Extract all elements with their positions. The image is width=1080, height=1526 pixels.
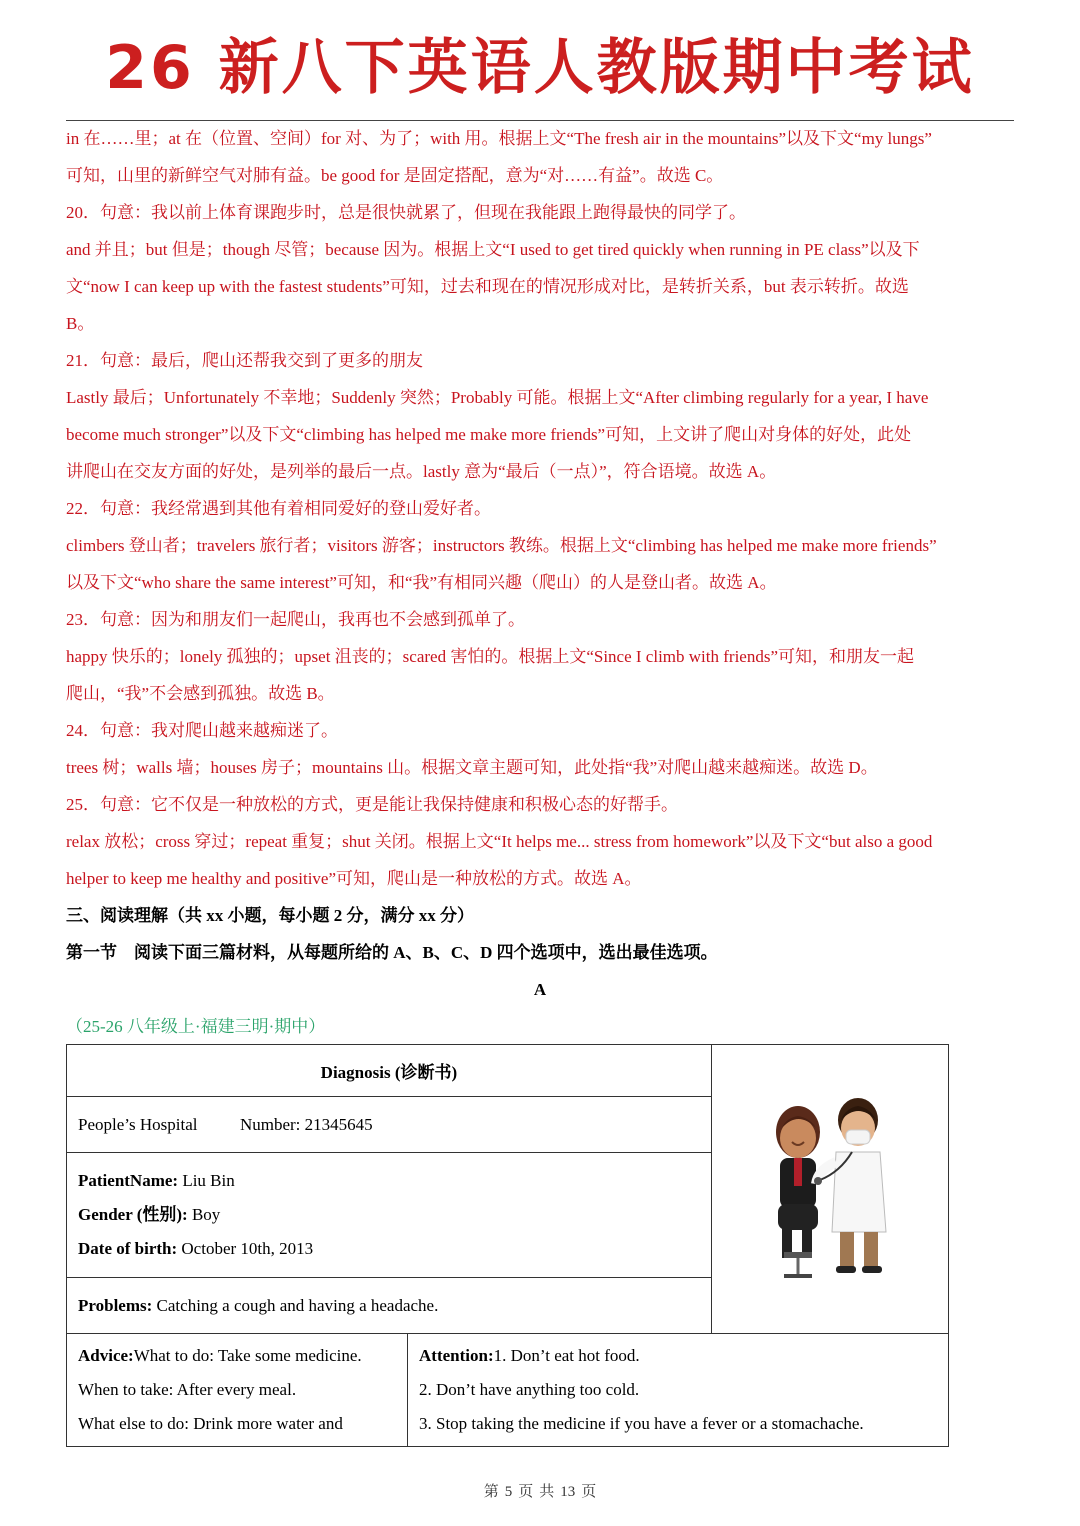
text-line: Lastly 最后；Unfortunately 不幸地；Suddenly 突然；Probably 可能。根据上文“After climbing regularly for a year, I have [66, 388, 929, 407]
text-line: 23．句意：因为和朋友们一起爬山，我再也不会感到孤单了。 [66, 610, 525, 629]
text-line: helper to keep me healthy and positive”可知，爬山是一种放松的方式。故选 A。 [66, 869, 642, 888]
illustration-cell [711, 1045, 948, 1334]
text-line: and 并且；but 但是；though 尽管；because 因为。根据上文“I used to get tired quickly when running in PE class”以及下 [66, 240, 920, 259]
doctor-coat [832, 1152, 886, 1232]
diagnosis-title-cell [67, 1045, 712, 1097]
diagnosis-title: Diagnosis (诊断书) [320, 1063, 458, 1082]
stool-seat [784, 1252, 812, 1258]
patient-tie [794, 1158, 802, 1186]
text-line: B。 [66, 314, 95, 333]
dob-label: Date of birth: [78, 1239, 178, 1258]
text-line: 文“now I can keep up with the fastest students”可知，过去和现在的情况形成对比，是转折关系，but 表示转折。故选 [66, 277, 909, 296]
doctor-patient-illustration [760, 1092, 900, 1282]
attention-line-1: 1. Don’t eat hot food. [493, 1346, 640, 1365]
footer-page-number: 5 [504, 1484, 513, 1500]
text-line: 第一节 阅读下面三篇材料，从每题所给的 A、B、C、D 四个选项中，选出最佳选项。 [66, 943, 718, 962]
doctor-shoe-right [862, 1266, 882, 1273]
problems-value: Catching a cough and having a headache. [152, 1295, 439, 1315]
text-line: 21．句意：最后，爬山还帮我交到了更多的朋友 [66, 351, 423, 370]
doctor-shoe-left [836, 1266, 856, 1273]
attention-label: Attention: [419, 1346, 494, 1365]
footer-ye-2: 页 [581, 1484, 597, 1500]
footer-ye: 页 [518, 1484, 534, 1500]
problems-cell [67, 1278, 712, 1334]
answer-explanations [66, 120, 1014, 1045]
text-line: climbers 登山者；travelers 旅行者；visitors 游客；instructors 教练。根据上文“climbing has helped me make more friends” [66, 536, 937, 555]
advice-line-2: When to take: After every meal. [78, 1380, 297, 1399]
text-line: in 在……里；at 在（位置、空间）for 对、为了；with 用。根据上文“The fresh air in the mountains”以及下文“my lungs” [66, 129, 932, 148]
advice-label: Advice: [78, 1346, 134, 1365]
attention-line-3: 3. Stop taking the medicine if you have a fever or a stomachache. [419, 1414, 864, 1433]
footer-total-pages: 13 [560, 1484, 576, 1500]
gender-value: Boy [187, 1205, 221, 1224]
text-line: 爬山，“我”不会感到孤独。故选 B。 [66, 684, 335, 703]
patient-value: Liu Bin [178, 1171, 235, 1190]
patient-legs [778, 1204, 818, 1230]
advice-line-3: What else to do: Drink more water and [78, 1414, 343, 1433]
diagnosis-table [66, 1044, 949, 1334]
advice-table [66, 1333, 949, 1447]
advice-line-1: What to do: Take some medicine. [133, 1346, 362, 1365]
attention-cell [408, 1334, 949, 1447]
text-line: happy 快乐的；lonely 孤独的；upset 沮丧的；scared 害怕的。根据上文“Since I climb with friends”可知，和朋友一起 [66, 647, 914, 666]
text-line: 讲爬山在交友方面的好处，是列举的最后一点。lastly 意为“最后（一点）”，符合语境。故选 A。 [66, 462, 777, 481]
text-line: 22．句意：我经常遇到其他有着相同爱好的登山爱好者。 [66, 499, 491, 518]
text-line: 三、阅读理解（共 xx 小题，每小题 2 分，满分 xx 分） [66, 906, 474, 925]
stethoscope-head [814, 1177, 822, 1185]
footer-gong: 共 [539, 1484, 555, 1500]
patient-label: PatientName: [78, 1171, 179, 1190]
text-line: 25．句意：它不仅是一种放松的方式，更是能让我保持健康和积极心态的好帮手。 [66, 795, 678, 814]
text-line: 以及下文“who share the same interest”可知，和“我”有相同兴趣（爬山）的人是登山者。故选 A。 [66, 573, 777, 592]
attention-line-2: 2. Don’t have anything too cold. [419, 1380, 640, 1399]
problems-label: Problems: [78, 1295, 153, 1315]
text-line: relax 放松；cross 穿过；repeat 重复；shut 关闭。根据上文“It helps me... stress from homework”以及下文“but also a good [66, 832, 933, 851]
text-line: become much stronger”以及下文“climbing has helped me make more friends”可知，上文讲了爬山对身体的好处，此处 [66, 425, 912, 444]
hospital-cell [67, 1097, 712, 1153]
page-footer [0, 1480, 1080, 1501]
text-line: trees 树；walls 墙；houses 房子；mountains 山。根据文章主题可知，此处指“我”对爬山越来越痴迷。故选 D。 [66, 758, 878, 777]
footer-di: 第 [483, 1484, 499, 1500]
text-line: （25-26 八年级上·福建三明·期中） [66, 1017, 326, 1036]
dob-value: October 10th, 2013 [177, 1239, 314, 1258]
doctor-mask [846, 1130, 870, 1144]
doctor-leg-left [840, 1232, 854, 1268]
hospital-name: People’s Hospital [78, 1114, 198, 1134]
text-line: 24．句意：我对爬山越来越痴迷了。 [66, 721, 338, 740]
advice-cell [67, 1334, 408, 1447]
page-title: 26 新八下英语人教版期中考试 [105, 33, 975, 103]
text-line: A [533, 980, 547, 999]
doctor-leg-right [864, 1232, 878, 1268]
text-line: 20．句意：我以前上体育课跑步时，总是很快就累了，但现在我能跟上跑得最快的同学了。 [66, 203, 746, 222]
patient-info-cell [67, 1153, 712, 1278]
gender-label: Gender (性别): [78, 1205, 188, 1224]
record-number: Number: 21345645 [239, 1114, 373, 1134]
text-line: 可知，山里的新鲜空气对肺有益。be good for 是固定搭配，意为“对……有益”。故选 C。 [66, 166, 724, 185]
